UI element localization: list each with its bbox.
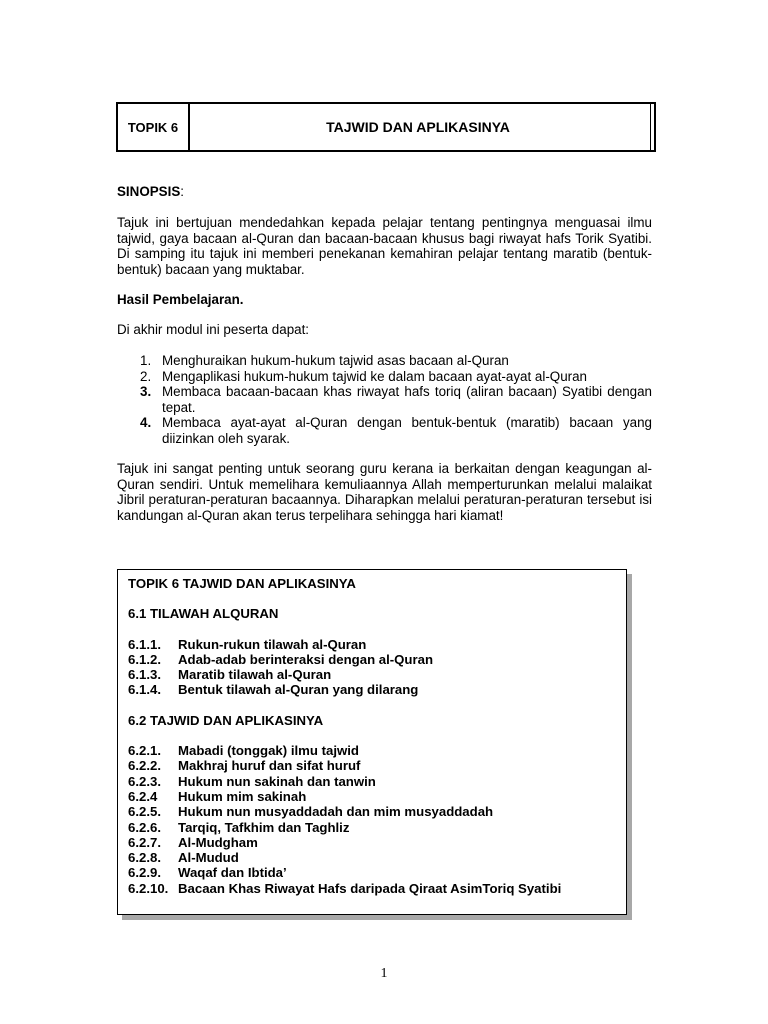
list-item [128, 682, 616, 697]
section-title: 6.2 TAJWID DAN APLIKASINYA [128, 712, 324, 728]
list-item [128, 820, 616, 835]
item-number: 6.2.4 [128, 788, 158, 804]
item-number: 6.1.4. [128, 682, 161, 698]
list-item [140, 384, 652, 415]
list-item-number: 3. [140, 384, 152, 400]
item-text: Adab-adab berinteraksi dengan al-Quran [178, 651, 434, 667]
list-item [128, 835, 616, 850]
item-number: 6.2.2. [128, 758, 161, 774]
synopsis-heading [117, 184, 652, 200]
item-text: Tarqiq, Tafkhim dan Taghliz [178, 819, 350, 835]
item-text: Waqaf dan Ibtida’ [178, 865, 287, 881]
outcomes-intro: Di akhir modul ini peserta dapat: [117, 322, 310, 337]
list-item [128, 881, 616, 896]
synopsis-heading-label: SINOPSIS [117, 184, 181, 199]
item-number: 6.2.8. [128, 850, 161, 866]
section-items [128, 637, 616, 698]
list-item [128, 652, 616, 667]
list-item [128, 743, 616, 758]
list-item [128, 865, 616, 880]
list-item-number: 2. [140, 368, 152, 384]
list-item [140, 353, 652, 369]
item-text: Maratib tilawah al-Quran [178, 667, 332, 683]
item-number: 6.2.1. [128, 743, 161, 759]
outcomes-list [140, 353, 652, 447]
list-item [140, 369, 652, 385]
item-number: 6.2.6. [128, 819, 161, 835]
list-item-text: Menghuraikan hukum-hukum tajwid asas bacaan al-Quran [162, 353, 509, 368]
list-item [128, 758, 616, 773]
list-item-text: Membaca ayat-ayat al-Quran dengan bentuk-bentuk (maratib) bacaan yang diizinkan oleh syarak. [162, 415, 652, 446]
list-item [128, 667, 616, 682]
section-title: 6.1 TILAWAH ALQURAN [128, 606, 279, 622]
item-number: 6.2.9. [128, 865, 161, 881]
item-text: Mabadi (tonggak) ilmu tajwid [178, 743, 359, 759]
list-item [128, 637, 616, 652]
outcomes-heading: Hasil Pembelajaran. [117, 292, 244, 307]
list-item-number: 4. [140, 415, 152, 431]
item-text: Bentuk tilawah al-Quran yang dilarang [178, 682, 419, 698]
item-text: Al-Mudgham [178, 834, 258, 850]
item-text: Hukum mim sakinah [178, 788, 307, 804]
list-item-number: 1. [140, 353, 152, 368]
contents-box [117, 569, 627, 915]
closing-paragraph: Tajuk ini sangat penting untuk seorang guru kerana ia berkaitan dengan keagungan al-Quran sendiri. Untuk memelihara kemuliaannya Allah memperturunkan melalui malaikat Jibril peraturan-peraturan bacaannya. Diharapkan melalui peraturan-peraturan tersebut isi kandungan al-Quran akan terus terpelihara sehingga hari kiamat! [117, 461, 652, 523]
item-text: Makhraj huruf dan sifat huruf [178, 758, 361, 774]
item-text: Bacaan Khas Riwayat Hafs daripada Qiraat AsimToriq Syatibi [178, 880, 562, 896]
topic-number: TOPIK 6 [118, 104, 190, 150]
synopsis-heading-colon: : [180, 184, 184, 199]
list-item [128, 774, 616, 789]
list-item [128, 804, 616, 819]
list-item [140, 415, 652, 446]
topic-title: TAJWID DAN APLIKASINYA [326, 119, 510, 135]
list-item-text: Membaca bacaan-bacaan khas riwayat hafs toriq (aliran bacaan) Syatibi dengan tepat. [162, 384, 652, 415]
item-number: 6.2.3. [128, 773, 161, 789]
synopsis-body: Tajuk ini bertujuan mendedahkan kepada pelajar tentang pentingnya menguasai ilmu tajwid, gaya bacaan al-Quran dan bacaan-bacaan khusus bagi riwayat hafs Torik Syatibi. Di samping itu tajuk ini memberi penekanan kemahiran pelajar tentang maratib (bentuk-bentuk) bacaan yang muktabar. [117, 215, 652, 277]
item-number: 6.1.2. [128, 651, 161, 667]
item-number: 6.1.3. [128, 667, 161, 683]
item-number: 6.2.7. [128, 834, 161, 850]
list-item-text: Mengaplikasi hukum-hukum tajwid ke dalam bacaan ayat-ayat al-Quran [162, 368, 587, 384]
item-number: 6.2.10. [128, 880, 169, 896]
contents-heading: TOPIK 6 TAJWID DAN APLIKASINYA [128, 576, 356, 591]
item-text: Hukum nun musyaddadah dan mim musyaddadah [178, 804, 494, 820]
list-item [128, 850, 616, 865]
section-items [128, 743, 616, 896]
item-text: Rukun-rukun tilawah al-Quran [178, 636, 367, 652]
item-number: 6.2.5. [128, 804, 161, 820]
page-number: 1 [380, 966, 388, 981]
item-number: 6.1.1. [128, 636, 161, 652]
item-text: Al-Mudud [178, 850, 239, 866]
topic-header-box [116, 102, 656, 152]
item-text: Hukum nun sakinah dan tanwin [178, 773, 376, 789]
list-item [128, 789, 616, 804]
